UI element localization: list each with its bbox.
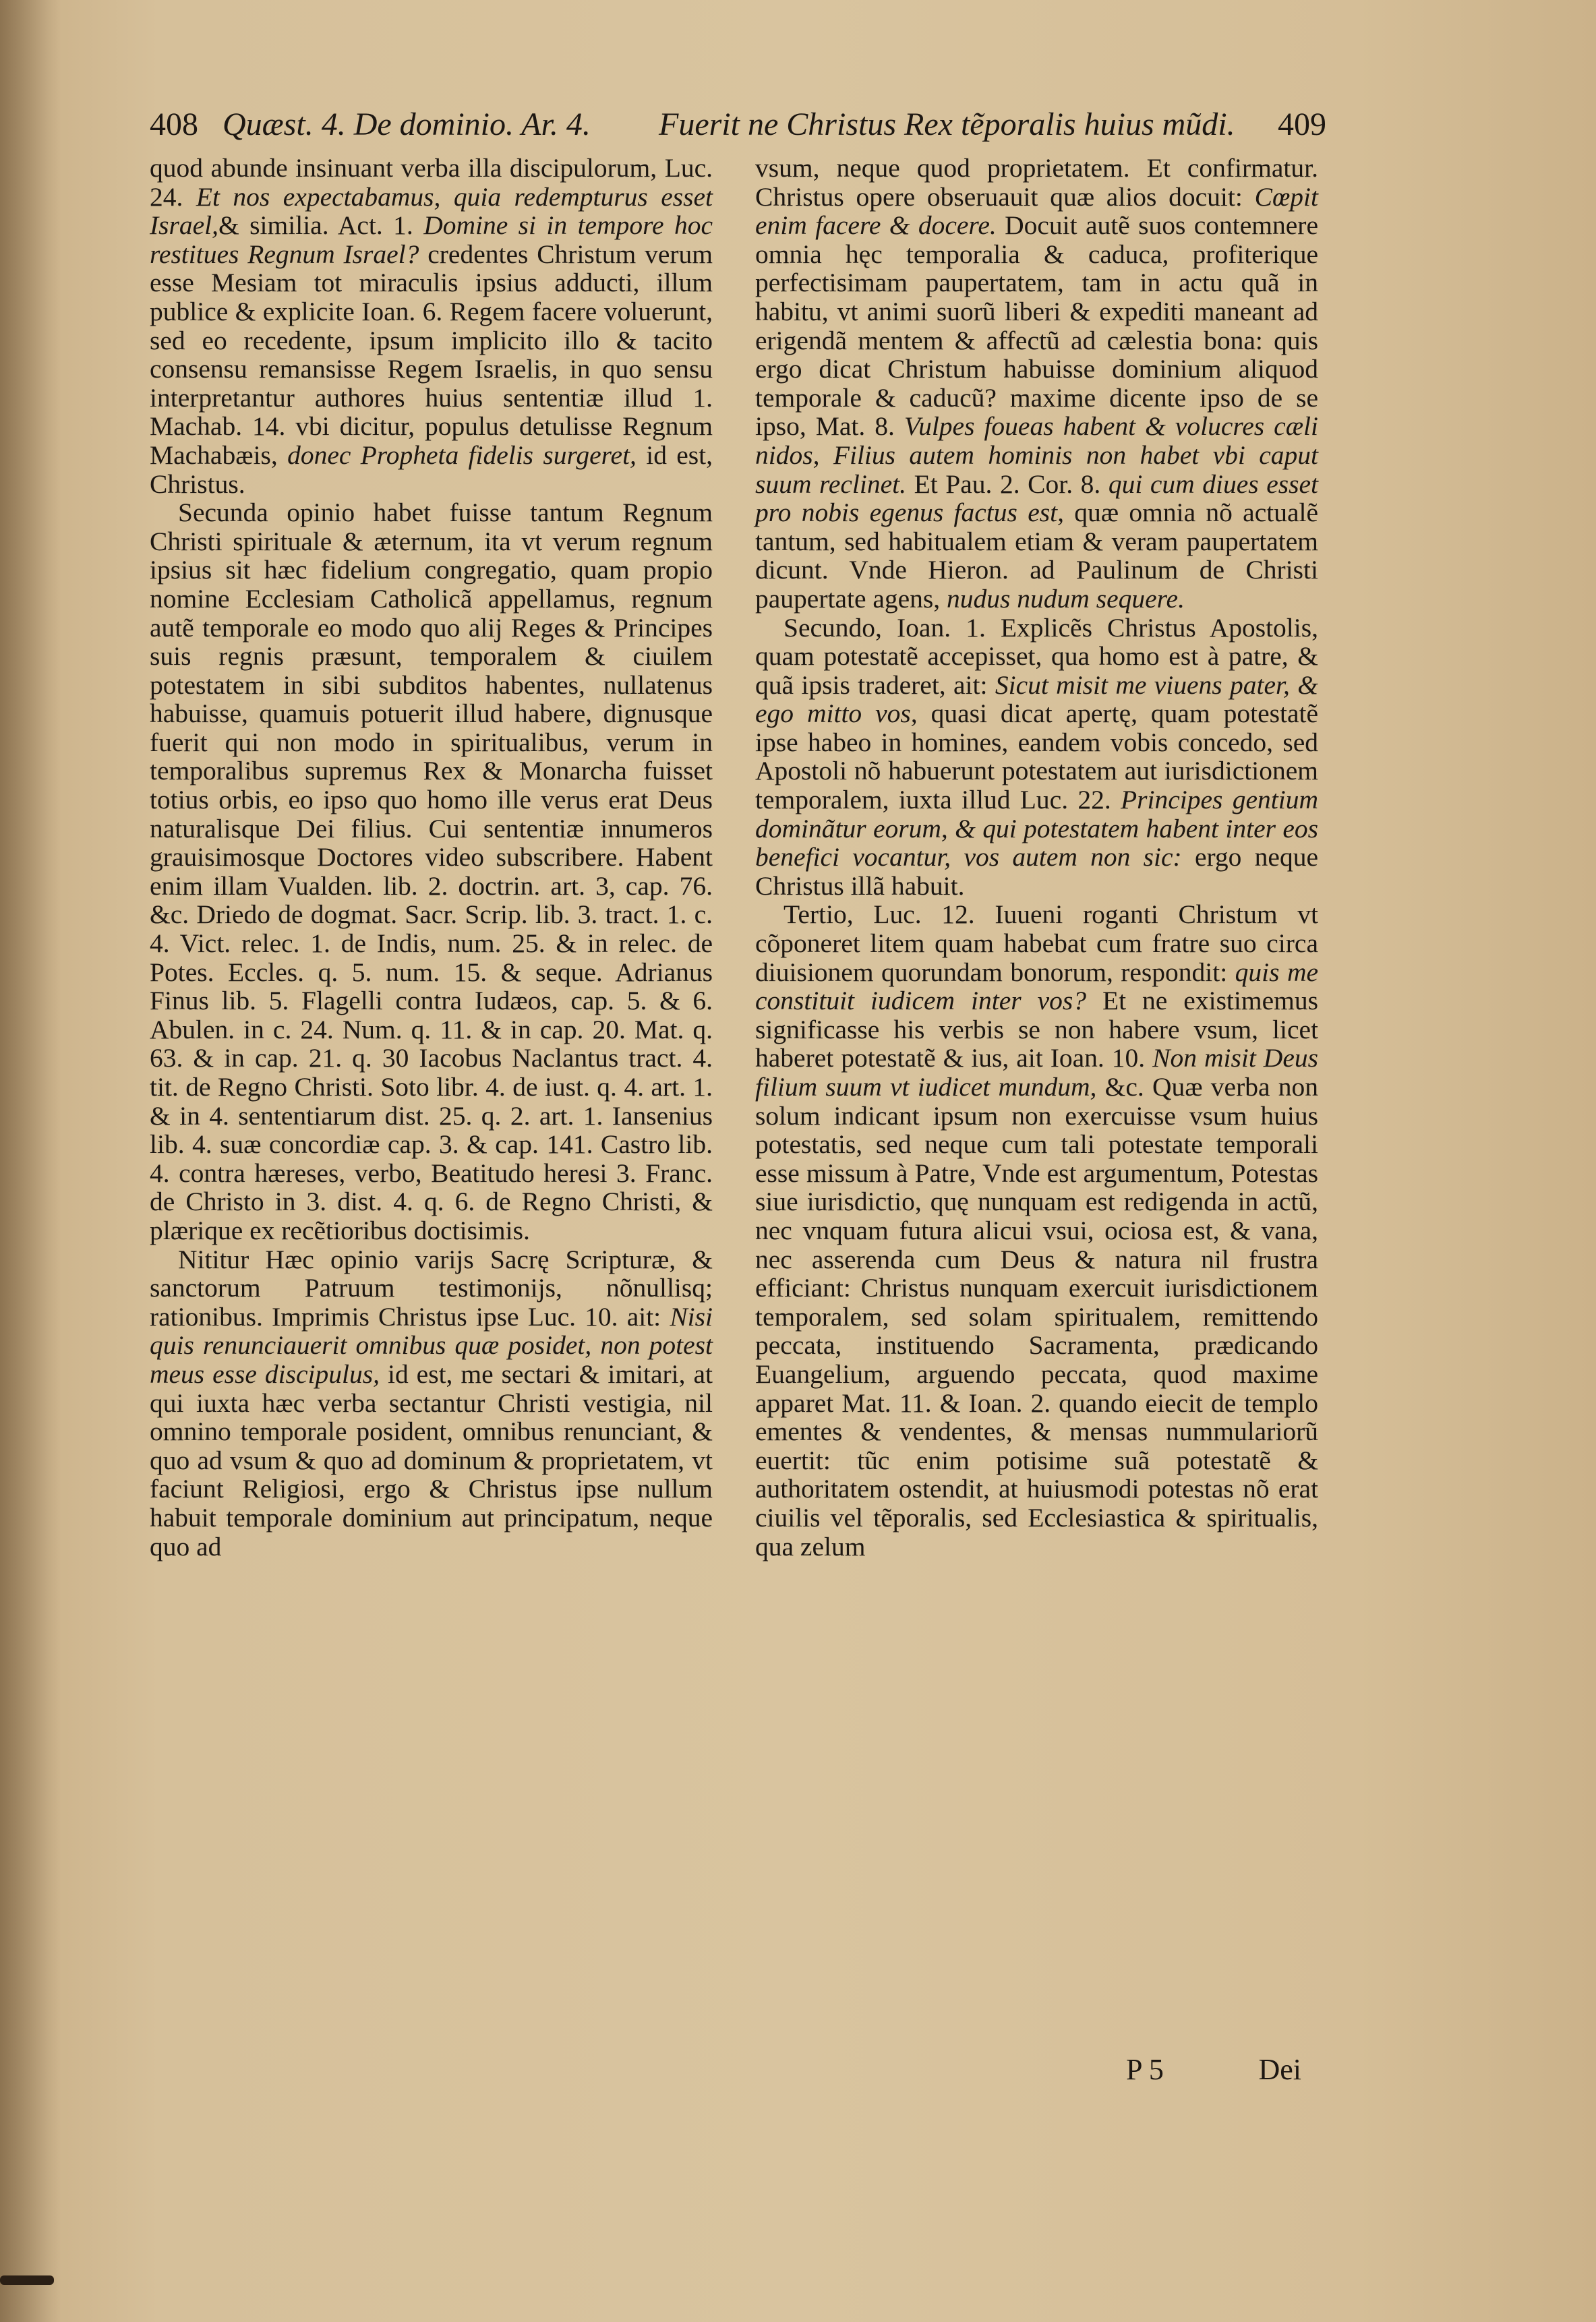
text-run: Nititur Hæc opinio varijs Sacrę Scripturæ, & sanctorum Patruum testimonijs, nõnullisq; rationibus. Imprimis Christus ipse Luc. 10. ait: bbox=[150, 1244, 713, 1332]
quotation: Non misit Deus filium suum vt iudicet mundum, bbox=[755, 1043, 1318, 1102]
signature-mark: P 5 bbox=[1126, 2053, 1164, 2086]
right-column bbox=[755, 154, 1318, 1561]
paragraph bbox=[150, 498, 713, 1245]
text-run: Et Pau. 2. Cor. 8. bbox=[906, 469, 1109, 499]
text-run: id est, me sectari & imitari, at qui iuxta hæc verba sectantur Christi vestigia, nil omnino temporale posident, omnibus renunciant, & quo ad vsum & quo ad dominum & proprietatem, vt faciunt Religiosi, ergo & Christus ipse nullum habuit temporale dominium aut principatum, neque quo ad bbox=[150, 1359, 713, 1561]
paragraph bbox=[150, 154, 713, 498]
quotation: Et nos expectabamus, quia redempturus esset Israel, bbox=[150, 181, 713, 241]
quotation: donec Propheta fidelis surgeret, bbox=[287, 440, 637, 470]
text-run: Docuit autẽ suos contemnere omnia hęc temporalia & caduca, profiterique perfectisimam paupertatem, tam in actu quã in habitu, vt animi suorũ liberi & expediti maneant ad erigendã mentem & affectũ ad cælestia bona: quis ergo dicat Christum habuisse dominium aliquod temporale & caducũ? maxime dicente ipso de se ipso, Mat. 8. bbox=[755, 210, 1318, 442]
text-run: Secunda opinio habet fuisse tantum Regnum Christi spirituale & æternum, ita vt verum regnum ipsius sit hæc fidelium congregatio, quam propio nomine Ecclesiam Catholicã appellamus, regnum autẽ temporale eo modo quo alij Reges & Principes suis regnis præsunt, temporalem & ciuilem potestatem in sibi subditos habentes, nullatenus habuisse, quamuis potuerit illud habere, dignusque fuerit qui non modo in spiritualibus, verum in temporalibus supremus Rex & Monarcha fuisset totius orbis, eo ipso quo homo ille verus erat Deus naturalisque Dei filius. Cui sententiæ innumeros grauisimosque Doctores video subscribere. Habent enim illam Vualden. lib. 2. doctrin. art. 3, cap. 76. &c. Driedo de dogmat. Sacr. Scrip. lib. 3. tract. 1. c. 4. Vict. relec. 1. de Indis, num. 25. & in relec. de Potes. Eccles. q. 5. num. 15. & seque. Adrianus Finus lib. 5. Flagelli contra Iudæos, cap. 5. & 6. Abulen. in c. 24. Num. q. 11. & in cap. 20. Mat. q. 63. & in cap. 21. q. 30 Iacobus Naclantus tract. 4. tit. de Regno Christi. Soto libr. 4. de iust. q. 4. art. 1. & in 4. sententiarum dist. 25. q. 2. art. 1. Iansenius lib. 4. suæ concordiæ cap. 3. & cap. 141. Castro lib. 4. contra hæreses, verbo, Beatitudo heresi 3. Franc. de Christo in 3. dist. 4. q. 6. de Regno Christi, & plærique ex recẽtioribus doctisimis. bbox=[150, 498, 713, 1245]
quotation: quis me constituit iudicem inter vos? bbox=[755, 957, 1319, 1016]
right-running-title: Fuerit ne Christus Rex tẽporalis huius mũdi. bbox=[659, 107, 1235, 142]
right-page-number: 409 bbox=[1278, 107, 1326, 142]
text-run: vsum, neque quod proprietatem. Et confirmatur. Christus opere obseruauit quæ alios docuit: bbox=[755, 153, 1318, 212]
paragraph bbox=[755, 900, 1318, 1561]
binding-mark bbox=[0, 2275, 54, 2285]
quotation: Domine si in tempore hoc restitues Regnum Israel? bbox=[150, 210, 713, 269]
text-run: quæ omnia nõ actualẽ tantum, sed habitualem etiam & veram paupertatem dicunt. Vnde Hieron. ad Paulinum de Christi paupertate agens, bbox=[755, 498, 1319, 614]
quotation: nudus nudum sequere. bbox=[947, 583, 1185, 614]
left-running-title: Quæst. 4. De dominio. Ar. 4. bbox=[223, 107, 591, 142]
gutter-shadow bbox=[0, 0, 61, 2322]
text-run: & similia. Act. 1. bbox=[218, 210, 424, 241]
running-header bbox=[150, 101, 1326, 148]
text-run: id est, Christus. bbox=[150, 440, 713, 499]
quotation: Sicut misit me viuens pater, & ego mitto vos, bbox=[755, 669, 1318, 729]
text-run: quod abunde insinuant verba illa discipulorum, Luc. 24. bbox=[150, 153, 713, 212]
text-run: Et ne existimemus significasse his verbis se non habere vsum, licet haberet potestatẽ & ius, ait Ioan. 10. bbox=[755, 986, 1318, 1073]
text-run: ergo neque Christus illã habuit. bbox=[755, 842, 1318, 901]
paragraph bbox=[755, 614, 1318, 901]
paragraph bbox=[755, 154, 1318, 614]
text-run: credentes Christum verum esse Mesiam tot miraculis ipsius adducti, illum publice & explicite Ioan. 6. Regem facere voluerunt, sed eo recedente, ipsum implicito illo & tacito consensu remansisse Regem Israelis, in quo sensu interpretantur authores huius sententiæ illud 1. Machab. 14. vbi dicitur, populus detulisse Regnum Machabæis, bbox=[150, 239, 713, 470]
text-run: &c. Quæ verba non solum indicant ipsum non exercuisse vsum huius potestatis, sed neque cum tali potestate temporali esse missum à Patre, Vnde est argumentum, Potestas siue iurisdictio, quę nunquam est redigenda in actũ, nec vnquam futura alicui vsui, ociosa est, & vana, nec asserenda cum Deus & natura nil frustra efficiant: Christus nunquam exercuit iurisdictionem temporalem, sed solam spiritualem, remittendo peccata, instituendo Sacramenta, prædicando Euangelium, arguendo peccata, quod maxime apparet Mat. 11. & Ioan. 2. quando eiecit de templo ementes & vendentes, & mensas nummulariorũ euertit: tũc enim potisime suã potestatẽ & authoritatem ostendit, at huiusmodi potestas nõ erat ciuilis vel tẽporalis, sed Ecclesiastica & spiritualis, qua zelum bbox=[755, 1072, 1318, 1561]
text-run: quasi dicat apertę, quam potestatẽ ipse habeo in homines, eandem vobis concedo, sed Apostoli nõ habuerunt potestatem aut iurisdictionem temporalem, iuxta illud Luc. 22. bbox=[755, 698, 1319, 815]
paragraph bbox=[150, 1245, 713, 1561]
catchword: Dei bbox=[1258, 2053, 1301, 2086]
left-column bbox=[150, 154, 713, 1561]
left-page-number: 408 bbox=[150, 107, 198, 142]
quotation: Principes gentium dominãtur eorum, & qui potestatem habent inter eos benefici vocantur, vos autem non sic: bbox=[755, 785, 1318, 872]
page-footer bbox=[1106, 2053, 1308, 2087]
quotation: Cœpit enim facere & docere. bbox=[755, 181, 1318, 241]
quotation: Nisi quis renunciauerit omnibus quæ posidet, non potest meus esse discipulus, bbox=[150, 1301, 713, 1389]
quotation: Vulpes foueas habent & volucres cæli nidos, Filius autem hominis non habet vbi caput suum reclinet. bbox=[755, 411, 1319, 499]
text-run: Secundo, Ioan. 1. Explicẽs Christus Apostolis, quam potestatẽ accepisset, qua homo est à patre, & quã ipsis traderet, ait: bbox=[755, 612, 1318, 700]
text-run: Tertio, Luc. 12. Iuueni roganti Christum vt cõponeret litem quam habebat cum fratre suo circa diuisionem quorundam bonorum, respondit: bbox=[755, 899, 1318, 987]
quotation: qui cum diues esset pro nobis egenus factus est, bbox=[755, 469, 1318, 528]
